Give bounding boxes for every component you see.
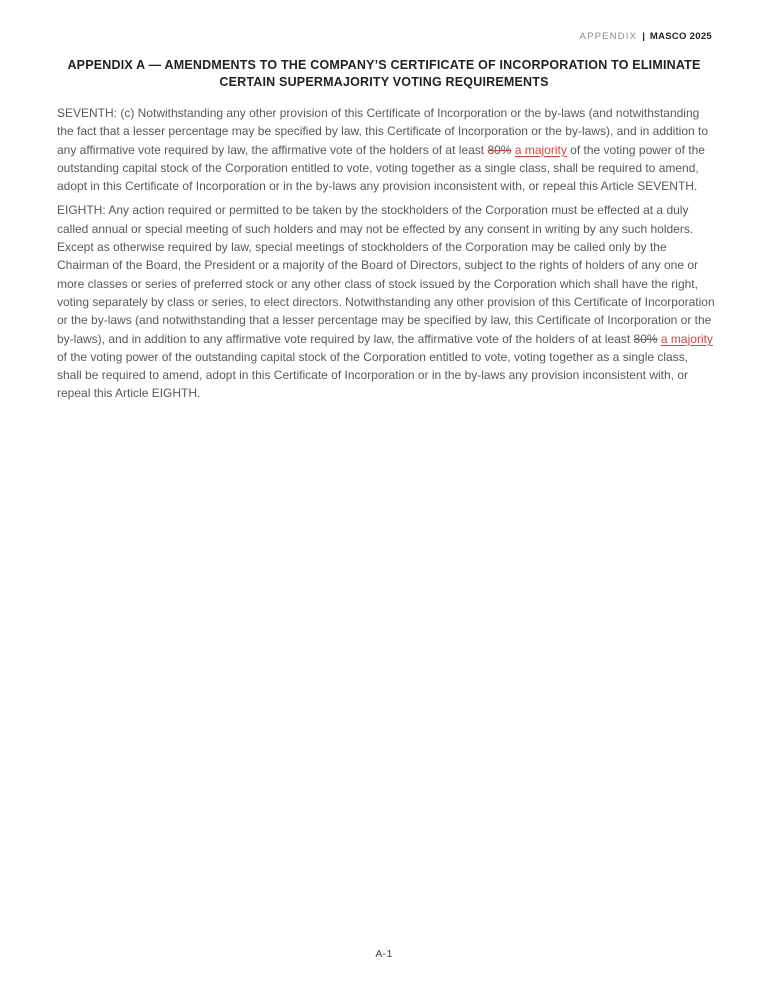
paragraph-article-eighth: [57, 201, 715, 402]
text-run: EIGHTH: Any action required or permitted to be taken by the stockholders of the Corporation must be effected at a duly called annual or special meeting of such holders and may not be effected by any consent in writing by any such holders. Except as otherwise required by law, special meetings of stockholders of the Corporation may be called only by the Chairman of the Board, the President or a majority of the Board of Directors, subject to the rights of holders of any one or more classes or series of preferred stock or any other class of stock issued by the Corporation which shall have the right, voting separately by class or series, to elect directors. Notwithstanding any other provision of this Certificate of Incorporation or the by-laws (and notwithstanding that a lesser percentage may be specified by law, this Certificate of Incorporation or the by-laws), and in addition to any affirmative vote required by law, the affirmative vote of the holders of at least: [57, 203, 715, 346]
deleted-text: 80%: [487, 142, 512, 157]
page-number: A-1: [375, 948, 393, 960]
body-copy: [57, 104, 715, 409]
deleted-text: 80%: [633, 331, 658, 346]
header-brand: MASCO 2025: [649, 31, 712, 42]
inserted-text: a majority: [660, 331, 713, 346]
paragraph-article-seventh: [57, 104, 715, 195]
header-separator: |: [642, 31, 645, 42]
page-title: APPENDIX A — AMENDMENTS TO THE COMPANY’S CERTIFICATE OF INCORPORATION TO ELIMINATE CERTAIN SUPERMAJORITY VOTING REQUIREMENTS: [67, 58, 701, 89]
text-run: SEVENTH: (c) Notwithstanding any other provision of this Certificate of Incorporation or the by-laws (and notwithstanding the fact that a lesser percentage may be specified by law, this Certificate of Incorporation or the by-laws), and in addition to any affirmative vote required by law, the affirmative vote of the holders of at least: [57, 106, 709, 157]
header-section-label: APPENDIX: [579, 31, 638, 42]
text-run: of the voting power of the outstanding capital stock of the Corporation entitled to vote, voting together as a single class, shall be required to amend, adopt in this Certificate of Incorporation or in the by-laws any provision inconsistent with, or repeal this Article EIGHTH.: [57, 349, 689, 401]
running-header: [580, 31, 712, 42]
text-run: of the voting power of the outstanding capital stock of the Corporation entitled to vote, voting together as a single class, shall be required to amend, adopt in this Certificate of Incorporation or in the by-laws any provision inconsistent with, or repeal this Article SEVENTH.: [57, 142, 705, 194]
inserted-text: a majority: [514, 142, 567, 157]
